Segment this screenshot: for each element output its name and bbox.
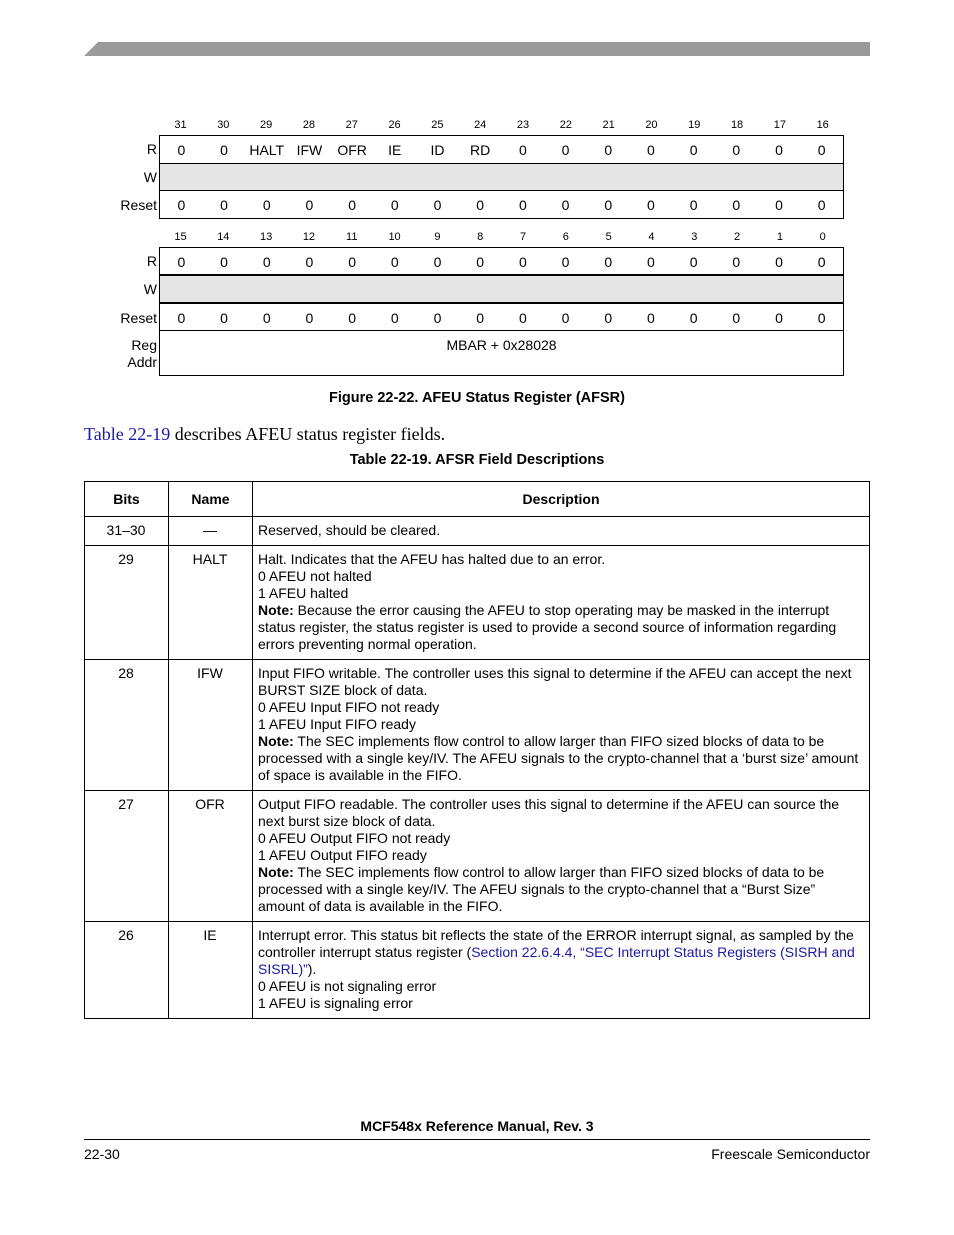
reg-addr-box: [159, 331, 844, 376]
note-label: Note:: [258, 602, 294, 618]
bit-cell: 0: [817, 197, 826, 213]
description-text: Interrupt error. This status bit reflects the state of the ERROR interrupt signal, as sampled by the controller interrupt status register (: [258, 927, 854, 960]
cell-name: —: [169, 517, 253, 546]
note-label: Note:: [258, 733, 294, 749]
bit-cell: 0: [220, 197, 228, 213]
lower-read-row: [159, 247, 844, 275]
bit-cell: 0: [775, 254, 783, 270]
bit-cell: 0: [561, 254, 570, 270]
bit-number: 1: [776, 231, 783, 243]
cell-name: HALT: [169, 546, 253, 660]
bit-cell: HALT: [249, 142, 285, 158]
bit-cell: 0: [262, 197, 271, 213]
header-description: Description: [253, 482, 870, 517]
bit-cell: 0: [604, 254, 613, 270]
cell-description: [253, 922, 870, 1019]
bit-number: 29: [260, 119, 273, 131]
note-line: [258, 864, 863, 915]
lower-bit-numbers: [159, 231, 844, 245]
field-descriptions-table: [84, 481, 870, 1019]
bit-cell: 0: [518, 254, 527, 270]
description-line: 1 AFEU Input FIFO ready: [258, 716, 416, 732]
bit-cell: 0: [604, 197, 613, 213]
bit-cell: 0: [390, 310, 399, 326]
table-row: [85, 791, 870, 922]
bit-cell: 0: [689, 142, 698, 158]
cell-bits: 27: [85, 791, 169, 922]
bit-cell: 0: [177, 254, 186, 270]
upper-bit-numbers: [159, 119, 844, 133]
bit-number: 31: [174, 119, 187, 131]
bit-number: 3: [691, 231, 698, 243]
bit-cell: 0: [647, 254, 655, 270]
bit-cell: IE: [388, 142, 402, 158]
bit-number: 12: [302, 231, 316, 243]
bit-cell: 0: [775, 197, 783, 213]
bit-cell: 0: [732, 197, 741, 213]
bit-number: 22: [559, 119, 572, 131]
bit-number: 25: [431, 119, 444, 131]
upper-reset-row: [159, 191, 844, 219]
intro-text: describes AFEU status register fields.: [170, 424, 446, 444]
bit-cell: 0: [177, 310, 186, 326]
description-line: 0 AFEU Input FIFO not ready: [258, 699, 440, 715]
bit-cell: 0: [476, 197, 485, 213]
bit-cell: 0: [476, 254, 485, 270]
bit-cell: 0: [732, 254, 741, 270]
bit-cell: 0: [262, 310, 271, 326]
bit-cell: 0: [220, 254, 228, 270]
table-row: [85, 660, 870, 791]
note-text: Because the error causing the AFEU to stop operating may be masked in the interrupt status register, the status register is used to provide a second source of information regarding errors preventing normal operation.: [258, 602, 837, 652]
description-text: ).: [307, 961, 317, 977]
cell-name: OFR: [169, 791, 253, 922]
intro-paragraph: [84, 424, 445, 445]
bit-cell: IFW: [296, 142, 323, 158]
bit-cell: 0: [390, 197, 399, 213]
table-link[interactable]: Table 22-19: [84, 424, 171, 444]
bit-cell: 0: [518, 310, 527, 326]
bit-cell: 0: [732, 310, 741, 326]
bit-cell: 0: [518, 197, 527, 213]
bit-cell: 0: [689, 254, 698, 270]
description-line: 0 AFEU is not signaling error: [258, 978, 437, 994]
bit-number: 14: [217, 231, 230, 243]
bit-number: 23: [516, 119, 530, 131]
bit-cell: 0: [177, 197, 186, 213]
row-label-reset: Reset: [120, 197, 157, 213]
description-line: 1 AFEU halted: [258, 585, 349, 601]
bit-cell: 0: [775, 142, 783, 158]
lower-write-row: [159, 275, 844, 303]
cell-bits: 26: [85, 922, 169, 1019]
table-header-row: [85, 482, 870, 517]
bit-number: 4: [648, 231, 655, 243]
section-link[interactable]: Section 22.6.4.4, “SEC Interrupt Status Registers (SISRH and SISRL)”: [258, 944, 855, 977]
bit-cell: 0: [817, 310, 826, 326]
bit-cell: 0: [647, 197, 655, 213]
header-bits: Bits: [85, 482, 169, 517]
bit-cell: 0: [604, 310, 613, 326]
bit-cell: 0: [775, 310, 783, 326]
cell-description: [253, 791, 870, 922]
bit-cell: 0: [433, 254, 442, 270]
description-line: 1 AFEU is signaling error: [258, 995, 413, 1011]
bit-cell: 0: [817, 254, 826, 270]
upper-read-row: [159, 135, 844, 163]
bit-number: 26: [388, 119, 401, 131]
description-line: Halt. Indicates that the AFEU has halted due to an error.: [258, 551, 606, 567]
bit-cell: 0: [476, 310, 485, 326]
bit-cell: 0: [220, 310, 228, 326]
bit-cell: 0: [689, 197, 698, 213]
bit-cell: 0: [262, 254, 271, 270]
cell-description: [253, 517, 870, 546]
bit-cell: 0: [390, 254, 399, 270]
bit-number: 19: [688, 119, 701, 131]
bit-cell: 0: [348, 254, 356, 270]
row-label-r: R: [146, 253, 157, 269]
bit-number: 30: [217, 119, 230, 131]
company-name: Freescale Semiconductor: [711, 1146, 870, 1162]
bit-cell: 0: [604, 142, 613, 158]
bit-cell: 0: [433, 310, 442, 326]
description-line: Reserved, should be cleared.: [258, 522, 441, 538]
bit-number: 6: [562, 231, 569, 243]
cell-bits: 31–30: [85, 517, 169, 546]
cell-description: [253, 660, 870, 791]
row-label-w: W: [143, 169, 157, 185]
reg-addr-value: MBAR + 0x28028: [446, 337, 557, 353]
bit-cell: OFR: [337, 142, 367, 158]
row-label-r: R: [146, 141, 157, 157]
bit-cell: 0: [305, 197, 314, 213]
bit-number: 20: [645, 119, 658, 131]
bit-number: 7: [519, 231, 527, 243]
cell-name: IE: [169, 922, 253, 1019]
bit-cell: 0: [518, 142, 527, 158]
description-line: [258, 927, 863, 978]
bit-cell: 0: [561, 197, 570, 213]
cell-bits: 28: [85, 660, 169, 791]
header-name: Name: [169, 482, 253, 517]
bit-cell: 0: [647, 310, 655, 326]
bit-number: 21: [602, 119, 615, 131]
bit-cell: RD: [470, 142, 491, 158]
bit-cell: 0: [177, 142, 186, 158]
bit-number: 16: [816, 119, 829, 131]
footer-rule: [84, 1139, 870, 1140]
bit-number: 15: [174, 231, 187, 243]
bit-number: 18: [730, 119, 744, 131]
bit-cell: 0: [647, 142, 655, 158]
bit-number: 28: [302, 119, 316, 131]
bit-cell: 0: [732, 142, 741, 158]
note-text: The SEC implements flow control to allow larger than FIFO sized blocks of data to be processed with a single key/IV. The AFEU signals to the crypto-channel that a ‘burst size’ amount of space is available in the FIFO.: [258, 733, 859, 783]
bit-cell: 0: [348, 197, 356, 213]
note-line: [258, 602, 863, 653]
table-row: [85, 922, 870, 1019]
bit-cell: 0: [305, 254, 314, 270]
header-banner: [84, 42, 870, 56]
table-caption: Table 22-19. AFSR Field Descriptions: [349, 452, 605, 468]
bit-cell: 0: [348, 310, 356, 326]
note-text: The SEC implements flow control to allow larger than FIFO sized blocks of data to be processed with a single key/IV. The AFEU signals to the crypto-channel that a “Burst Size” amount of data is available in the FIFO.: [258, 864, 825, 914]
cell-description: [253, 546, 870, 660]
row-label-addr: Addr: [127, 354, 157, 370]
row-label-reg: Reg: [131, 337, 157, 353]
note-label: Note:: [258, 864, 294, 880]
table-row: [85, 546, 870, 660]
note-line: [258, 733, 863, 784]
bit-number: 17: [773, 119, 786, 131]
table-row: [85, 517, 870, 546]
bit-cell: 0: [433, 197, 442, 213]
bit-cell: 0: [561, 142, 570, 158]
row-label-reset: Reset: [120, 310, 157, 326]
upper-write-row: [159, 163, 844, 191]
row-label-w: W: [143, 281, 157, 297]
footer-title: MCF548x Reference Manual, Rev. 3: [360, 1118, 594, 1134]
description-line: Output FIFO readable. The controller uses this signal to determine if the AFEU can source the next burst size block of data.: [258, 796, 840, 829]
description-line: 0 AFEU not halted: [258, 568, 372, 584]
description-line: 1 AFEU Output FIFO ready: [258, 847, 427, 863]
cell-bits: 29: [85, 546, 169, 660]
bit-number: 11: [346, 231, 358, 243]
bit-number: 0: [819, 231, 826, 243]
bit-cell: 0: [220, 142, 228, 158]
bit-number: 8: [477, 231, 484, 243]
bit-cell: 0: [305, 310, 314, 326]
bit-cell: ID: [430, 142, 445, 158]
bit-number: 9: [434, 231, 441, 243]
bit-number: 5: [605, 231, 612, 243]
bit-cell: 0: [689, 310, 698, 326]
description-line: Input FIFO writable. The controller uses this signal to determine if the AFEU can accept the next BURST SIZE block of data.: [258, 665, 852, 698]
cell-name: IFW: [169, 660, 253, 791]
bit-number: 10: [388, 231, 401, 243]
description-line: 0 AFEU Output FIFO not ready: [258, 830, 451, 846]
bit-number: 2: [734, 231, 741, 243]
bit-number: 27: [345, 119, 358, 131]
lower-reset-row: [159, 303, 844, 331]
bit-cell: 0: [561, 310, 570, 326]
figure-caption: Figure 22-22. AFEU Status Register (AFSR): [329, 390, 625, 406]
bit-number: 13: [260, 231, 273, 243]
bit-cell: 0: [817, 142, 826, 158]
page-number: 22-30: [84, 1146, 120, 1162]
bit-number: 24: [474, 119, 487, 131]
